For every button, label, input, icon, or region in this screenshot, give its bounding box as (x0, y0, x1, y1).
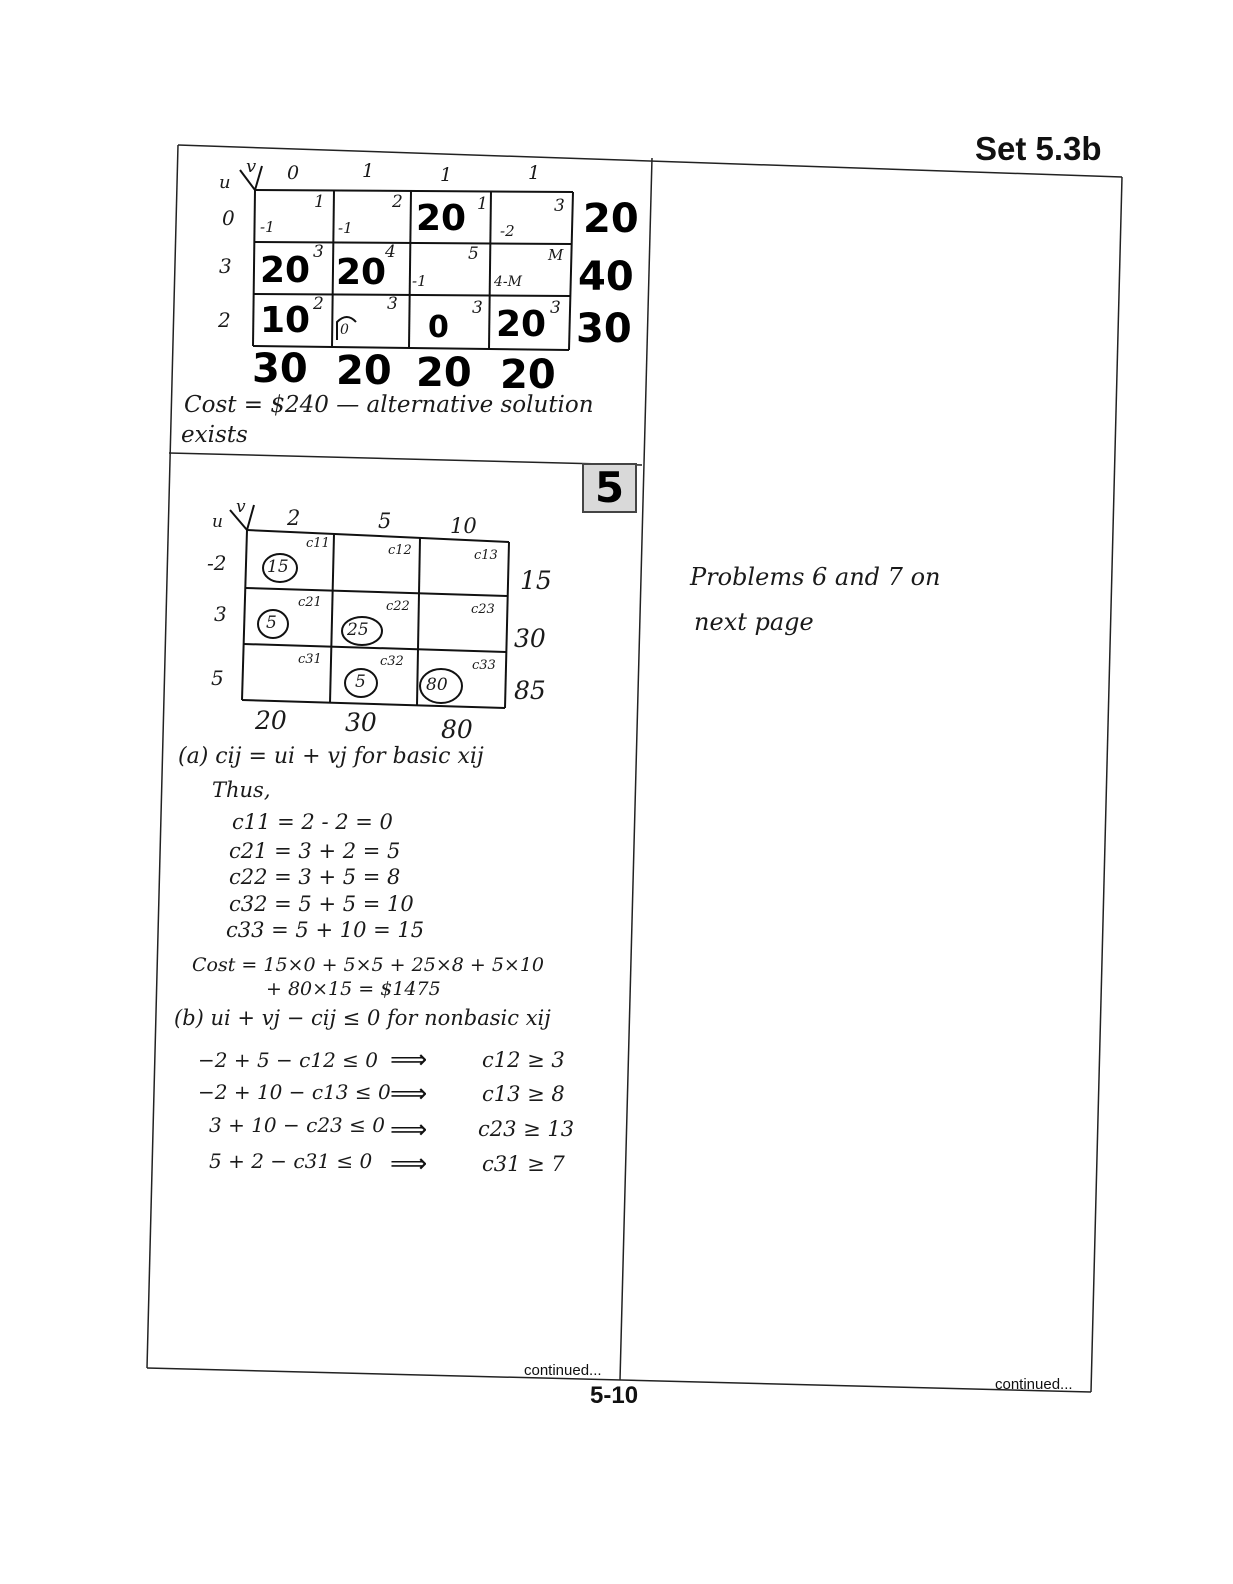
cost-calculation: Cost = 15×0 + 5×5 + 25×8 + 5×10 (192, 954, 545, 976)
cell-cost: 1 (477, 194, 488, 214)
cell-allocation: 10 (260, 300, 311, 341)
cost-calculation-cont: + 80×15 = $1475 (266, 978, 441, 1000)
supply-value: 30 (514, 624, 546, 653)
cell-cost: 3 (554, 196, 565, 216)
equation-line: c33 = 5 + 10 = 15 (226, 918, 425, 942)
cell-reduced-cost: -1 (338, 219, 353, 237)
cell-cost: 1 (314, 192, 325, 212)
u-value: 2 (218, 308, 231, 332)
equation-line: c22 = 3 + 5 = 8 (229, 865, 401, 889)
supply-value: 15 (520, 566, 552, 595)
u-value: 3 (214, 602, 227, 626)
v-value: 10 (450, 514, 477, 538)
cell-cost: M (548, 246, 564, 264)
inequality-lhs: 5 + 2 − c31 ≤ 0 (209, 1149, 373, 1173)
cell-cost-label: c12 (388, 543, 412, 558)
allocation-value: 80 (426, 675, 448, 695)
cell-allocation: 0 (428, 310, 449, 345)
cell-reduced-cost: 4-M (494, 274, 522, 290)
cell-cost: 5 (468, 244, 479, 264)
cell-allocation: 20 (496, 304, 547, 345)
inequality-lhs: 3 + 10 − c23 ≤ 0 (209, 1113, 385, 1137)
inequality-rhs: c12 ≥ 3 (482, 1048, 565, 1072)
demand-value: 30 (345, 708, 377, 737)
demand-value: 20 (336, 348, 392, 394)
implies-arrow: ⟹ (390, 1078, 428, 1108)
supply-value: 85 (514, 676, 546, 705)
cell-cost: 2 (313, 294, 324, 314)
v-value: 2 (287, 506, 301, 530)
v-header: v (246, 156, 257, 177)
problem-number-badge: 5 (582, 463, 637, 513)
problem4-cost-note-cont: exists (181, 422, 248, 448)
cell-cost-label: c23 (471, 602, 495, 617)
cell-allocation: 20 (260, 250, 311, 291)
continued-right: continued... (995, 1376, 1073, 1393)
equation-line: c32 = 5 + 5 = 10 (229, 892, 414, 916)
inequality-rhs: c13 ≥ 8 (482, 1082, 565, 1106)
cell-reduced-cost: -2 (500, 222, 515, 240)
demand-value: 80 (441, 715, 473, 744)
cell-cost-label: c22 (386, 599, 410, 614)
v-value: 1 (528, 162, 541, 184)
demand-value: 20 (500, 352, 556, 398)
part-b-heading: (b) ui + vj − cij ≤ 0 for nonbasic xij (174, 1006, 551, 1030)
cell-cost-label: c31 (298, 652, 322, 667)
problem4-cost-note: Cost = $240 — alternative solution (184, 392, 594, 418)
supply-value: 20 (583, 196, 639, 242)
allocation-value: 25 (347, 620, 369, 640)
next-page-note: next page (694, 608, 814, 636)
demand-value: 20 (416, 350, 472, 396)
cell-cost-label: c33 (472, 658, 496, 673)
equation-line: c11 = 2 - 2 = 0 (232, 810, 393, 834)
supply-value: 40 (578, 254, 634, 300)
v-value: 1 (362, 160, 375, 182)
cell-cost-label: c11 (306, 536, 330, 551)
implies-arrow: ⟹ (390, 1114, 428, 1144)
u-value: 5 (211, 666, 224, 690)
inequality-rhs: c23 ≥ 13 (478, 1117, 575, 1141)
cell-cost-label: c32 (380, 654, 404, 669)
cell-allocation: 20 (336, 252, 387, 293)
cell-cost: 3 (550, 298, 561, 318)
implies-arrow: ⟹ (390, 1148, 428, 1178)
allocation-value: 5 (266, 613, 277, 633)
cell-cost: 2 (392, 192, 403, 212)
inequality-lhs: −2 + 5 − c12 ≤ 0 (198, 1048, 378, 1072)
demand-value: 20 (255, 706, 287, 735)
demand-value: 30 (252, 346, 308, 392)
u-header: u (219, 172, 231, 193)
set-label: Set 5.3b (975, 130, 1102, 167)
u-value: 0 (222, 206, 235, 230)
v-value: 5 (378, 509, 392, 533)
v-value: 0 (287, 162, 300, 184)
allocation-value: 15 (267, 557, 289, 577)
part-a-heading: (a) cij = ui + vj for basic xij (178, 744, 484, 769)
continued-left: continued... (524, 1362, 602, 1379)
inequality-lhs: −2 + 10 − c13 ≤ 0 (198, 1080, 391, 1104)
cell-allocation: 20 (416, 198, 467, 239)
cell-cost-label: c13 (474, 548, 498, 563)
next-problems-note: Problems 6 and 7 on (690, 563, 941, 591)
cell-reduced-cost: 0 (340, 322, 349, 338)
equation-line: c21 = 3 + 2 = 5 (229, 839, 401, 863)
page-number: 5-10 (590, 1382, 639, 1409)
cell-cost-label: c21 (298, 595, 322, 610)
cell-cost: 4 (385, 242, 396, 262)
v-value: 1 (440, 164, 453, 186)
supply-value: 30 (576, 306, 632, 352)
implies-arrow: ⟹ (390, 1044, 428, 1074)
u-value: 3 (219, 254, 232, 278)
u-header: u (212, 512, 223, 532)
cell-cost: 3 (472, 298, 483, 318)
cell-reduced-cost: -1 (412, 272, 427, 290)
allocation-value: 5 (355, 672, 366, 692)
cell-cost: 3 (387, 294, 398, 314)
u-value: -2 (207, 551, 227, 575)
part-a-thus: Thus, (212, 778, 271, 802)
cell-reduced-cost: -1 (260, 218, 275, 236)
inequality-rhs: c31 ≥ 7 (482, 1152, 565, 1176)
cell-cost: 3 (313, 242, 324, 262)
v-header: v (236, 497, 246, 517)
